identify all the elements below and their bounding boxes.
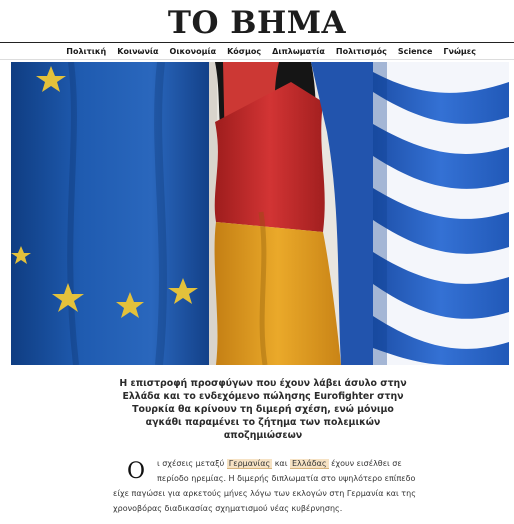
german-flag (215, 62, 383, 365)
nav-item-diplomatia[interactable]: Διπλωματία (272, 46, 325, 56)
drop-cap: Ο (127, 459, 146, 484)
greek-flag (373, 62, 509, 365)
site-logo[interactable]: ΤΟ ΒΗΜΑ (167, 5, 347, 41)
nav-item-koinonia[interactable]: Κοινωνία (117, 46, 159, 56)
article-body (113, 456, 418, 516)
eu-flag (11, 62, 212, 365)
nav-item-oikonomia[interactable]: Οικονομία (169, 46, 217, 56)
tag-link-greece[interactable]: Ελλάδας (291, 459, 327, 468)
main-nav (0, 42, 514, 60)
article-text: ι σχέσεις μεταξύ (157, 459, 227, 468)
nav-item-kosmos[interactable]: Κόσμος (227, 46, 262, 56)
nav-item-science[interactable]: Science (397, 46, 433, 56)
image-caption: Η επιστροφή προσφύγων που έχουν λάβει άσυλο στην Ελλάδα και το ενδεχόμενο πώλησης Eurofighter στην Τουρκία θα κρίνουν τη διμερή σχέση, ενώ μόνιμο αγκάθι παραμένει το ζήτημα των πολεμικών αποζημιώσεων (119, 378, 407, 441)
article-text: έχουν εισέλθει σε περίοδο ηρεμίας. Η διμερής διπλωματία στο υψηλότερο επίπεδο είχε παγώσει για αρκετούς μήνες λόγω των εκλογών στη Γερμανία και της χρονοβόρας διαδικασίας σχηματισμού νέας κυβέρνησης. (113, 459, 416, 513)
tag-link-germany[interactable]: Γερμανίας (228, 459, 271, 468)
nav-item-politiki[interactable]: Πολιτική (66, 46, 107, 56)
article-text: και (272, 459, 290, 468)
nav-item-politismos[interactable]: Πολιτισμός (335, 46, 387, 56)
flags-illustration (11, 62, 509, 365)
masthead (0, 0, 514, 44)
nav-item-gnomes[interactable]: Γνώμες (443, 46, 476, 56)
hero-image-flags (11, 62, 509, 365)
